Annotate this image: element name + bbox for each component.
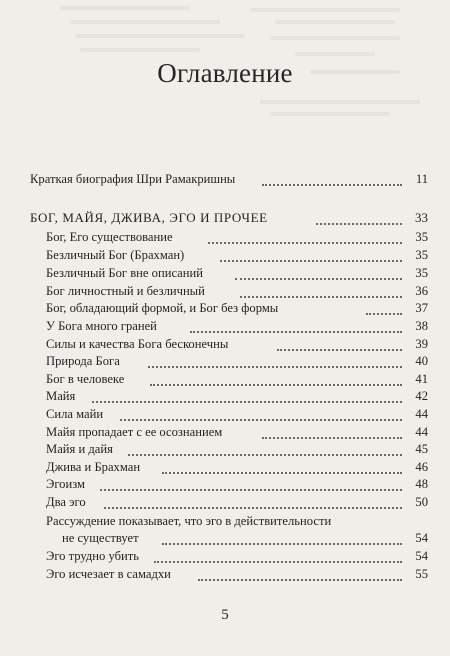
toc-entry-title: Эго трудно убить [46, 549, 140, 563]
leader-dots [198, 577, 402, 581]
toc-entry-title: Краткая биография Шри Рамакришны [30, 172, 236, 186]
toc-entry-page: 54 [415, 549, 428, 563]
leader-dots [120, 417, 402, 421]
toc-entry-page: 11 [415, 172, 428, 186]
leader-dots [190, 329, 402, 333]
toc-entry [30, 513, 428, 547]
page-number: 5 [221, 607, 229, 623]
toc-entry-page: 40 [415, 354, 428, 368]
toc-entry-title: Безличный Бог вне описаний [46, 266, 203, 280]
page-title: Оглавление [157, 58, 293, 88]
toc-entry-page: 35 [415, 266, 428, 280]
toc-entry-title: Бог, Его существование [46, 230, 173, 244]
toc-entry-title: Эгоизм [46, 477, 85, 491]
toc-entry-page: 45 [415, 442, 428, 456]
leader-dots [162, 541, 402, 545]
toc-entry-title: Джива и Брахман [46, 460, 141, 474]
toc-entry-title-continued: не существует [62, 531, 139, 545]
leader-dots [92, 399, 402, 403]
toc-entry-title: Силы и качества Бога бесконечны [46, 337, 229, 351]
toc-entry-page: 38 [415, 319, 428, 333]
toc-entry-title: БОГ, МАЙЯ, ДЖИВА, ЭГО И ПРОЧЕЕ [30, 210, 268, 225]
toc-entry-page: 37 [415, 301, 428, 315]
leader-dots [366, 311, 402, 315]
toc-entry-title: Два эго [46, 495, 86, 509]
toc-entry-page: 54 [415, 531, 428, 545]
toc-entry-title: У Бога много граней [46, 319, 157, 333]
toc-entry-title: Майя пропадает с ее осознанием [46, 425, 223, 439]
leader-dots [240, 294, 402, 298]
toc-entry-title: Эго исчезает в самадхи [46, 567, 171, 581]
toc-entry-page: 35 [415, 230, 428, 244]
leader-dots [220, 258, 402, 262]
leader-dots [128, 452, 402, 456]
toc-entry-page: 46 [415, 460, 428, 474]
toc-entry-page: 42 [415, 389, 428, 403]
toc-entry-title: Майя [46, 389, 76, 403]
toc-entry-page: 33 [415, 210, 428, 225]
toc-entry-title: Майя и дайя [46, 442, 113, 456]
toc-entry-page: 48 [415, 477, 428, 491]
toc-entry-page: 39 [415, 337, 428, 351]
leader-dots [148, 364, 402, 368]
toc-entry-title: Бог, обладающий формой, и Бог без формы [46, 301, 279, 315]
leader-dots [316, 221, 402, 225]
leader-dots [100, 487, 402, 491]
toc-entry-title: Рассуждение показывает, что эго в действительности [46, 514, 332, 528]
leader-dots [208, 240, 402, 244]
leader-dots [150, 382, 402, 386]
leader-dots [154, 559, 402, 563]
toc-entry-title: Сила майи [46, 407, 104, 421]
toc-entry-page: 55 [415, 567, 428, 581]
toc-entry-title: Бог личностный и безличный [46, 284, 205, 298]
toc-entry-title: Природа Бога [46, 354, 120, 368]
toc-entry-page: 35 [415, 248, 428, 262]
leader-dots [162, 470, 402, 474]
leader-dots [104, 505, 402, 509]
leader-dots [235, 276, 402, 280]
toc-entry-page: 44 [415, 407, 428, 421]
leader-dots [262, 182, 402, 186]
toc-entry-page: 50 [415, 495, 428, 509]
toc-entry-title: Безличный Бог (Брахман) [46, 248, 185, 262]
leader-dots [262, 435, 402, 439]
toc-entry-title: Бог в человеке [46, 372, 125, 386]
toc-entry-page: 44 [415, 425, 428, 439]
leader-dots [277, 347, 402, 351]
toc-entry-page: 41 [415, 372, 428, 386]
toc-entry-page: 36 [415, 284, 428, 298]
